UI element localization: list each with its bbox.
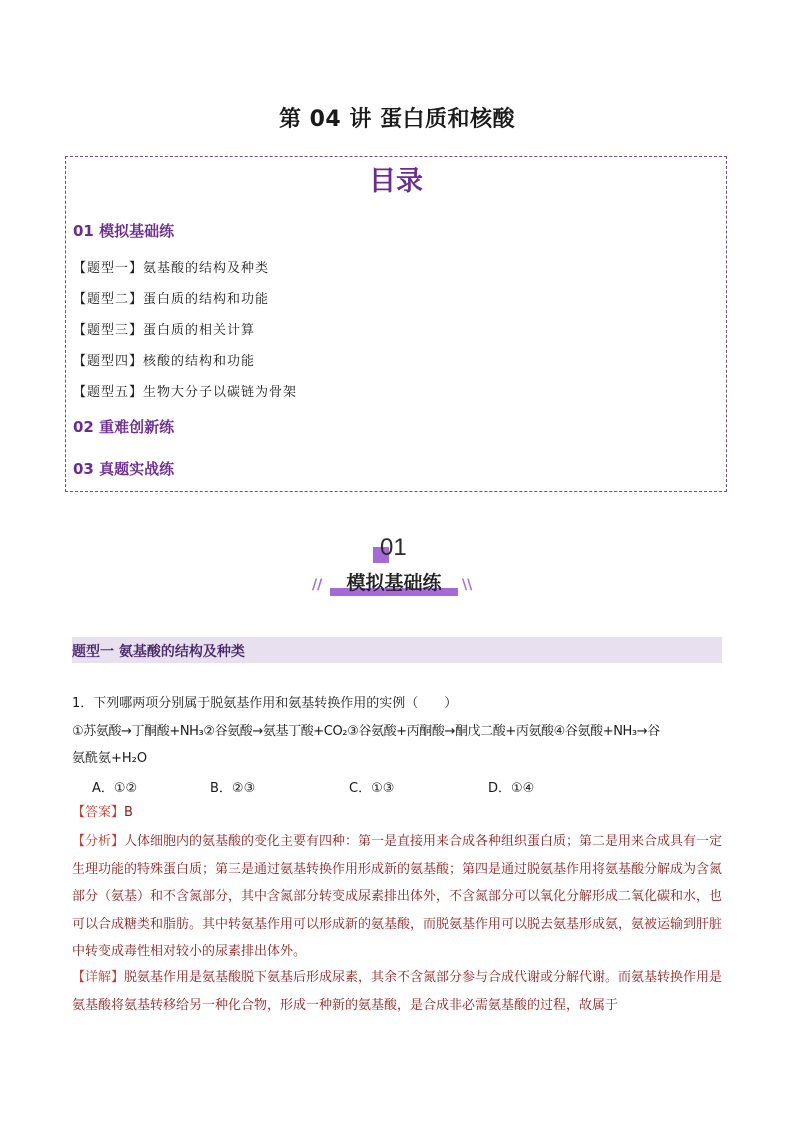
analysis-tag: 【分析】 — [72, 834, 125, 849]
page-title: 第 04 讲 蛋白质和核酸 — [278, 107, 516, 132]
toc-item-type-1[interactable]: 【题型一】氨基酸的结构及种类 — [73, 261, 270, 276]
banner-right-slash-icon: \\ — [462, 577, 473, 593]
banner-label: 模拟基础练 — [346, 572, 442, 594]
analysis-text: 人体细胞内的氨基酸的变化主要有四种：第一是直接用来合成各种组织蛋白质；第二是用来合成具有一定生理功能的特殊蛋白质；第三是通过氨基转换作用形成新的氨基酸；第四是通过脱氨基作用将氨基酸分解成为含氮部分（氨基）和不含氮部分，其中含氮部分转变成尿素排出体外，不含氮部分可以氧化分解形成二氧化碳和水，也可以合成糖类和脂肪。其中转氨基作用可以形成新的氨基酸，而脱氨基作用可以脱去氨基形成氨，氨被运输到肝脏中转变成毒性相对较小的尿素排出体外。 — [72, 834, 723, 959]
type-heading-bar — [72, 637, 722, 663]
question-reaction-line-2: 氨酰氨+H₂O — [72, 751, 148, 766]
option-c[interactable]: C．①③ — [349, 781, 395, 796]
question-stem: 1．下列哪两项分别属于脱氨基作用和氨基转换作用的实例（ ） — [72, 696, 458, 711]
answer-line — [72, 803, 732, 823]
answer-tag: 【答案】 — [72, 805, 125, 820]
section-banner — [310, 530, 480, 600]
toc-section-03[interactable]: 03 真题实战练 — [73, 460, 175, 478]
answer-value: B — [124, 805, 133, 820]
detail-tag: 【详解】 — [72, 970, 125, 985]
toc-item-type-2[interactable]: 【题型二】蛋白质的结构和功能 — [73, 292, 270, 307]
toc-section-01[interactable]: 01 模拟基础练 — [73, 222, 175, 240]
option-d[interactable]: D．①④ — [488, 781, 535, 796]
detail-text: 脱氨基作用是氨基酸脱下氨基后形成尿素，其余不含氮部分参与合成代谢或分解代谢。而氨基转换作用是氨基酸将氨基转移给另一种化合物，形成一种新的氨基酸，是合成非必需氨基酸的过程，故属于 — [72, 970, 723, 1013]
toc-section-02[interactable]: 02 重难创新练 — [73, 418, 175, 436]
toc-item-type-5[interactable]: 【题型五】生物大分子以碳链为骨架 — [73, 385, 298, 400]
banner-left-slash-icon: // — [312, 577, 323, 593]
type-heading: 题型一 氨基酸的结构及种类 — [72, 644, 245, 660]
banner-number: 01 — [380, 534, 407, 561]
analysis-paragraph — [72, 828, 724, 966]
option-a[interactable]: A．①② — [92, 781, 138, 796]
option-b[interactable]: B．②③ — [210, 781, 256, 796]
toc-item-type-3[interactable]: 【题型三】蛋白质的相关计算 — [73, 323, 256, 338]
question-reaction-line-1: ①苏氨酸→丁酮酸+NH₃②谷氨酸→氨基丁酸+CO₂③谷氨酸+丙酮酸→酮戊二酸+丙氨酸④谷氨酸+NH₃→谷 — [72, 724, 660, 739]
toc-item-type-4[interactable]: 【题型四】核酸的结构和功能 — [73, 354, 256, 369]
toc-heading: 目录 — [369, 166, 423, 197]
detail-paragraph — [72, 964, 724, 1019]
table-of-contents — [65, 156, 727, 492]
